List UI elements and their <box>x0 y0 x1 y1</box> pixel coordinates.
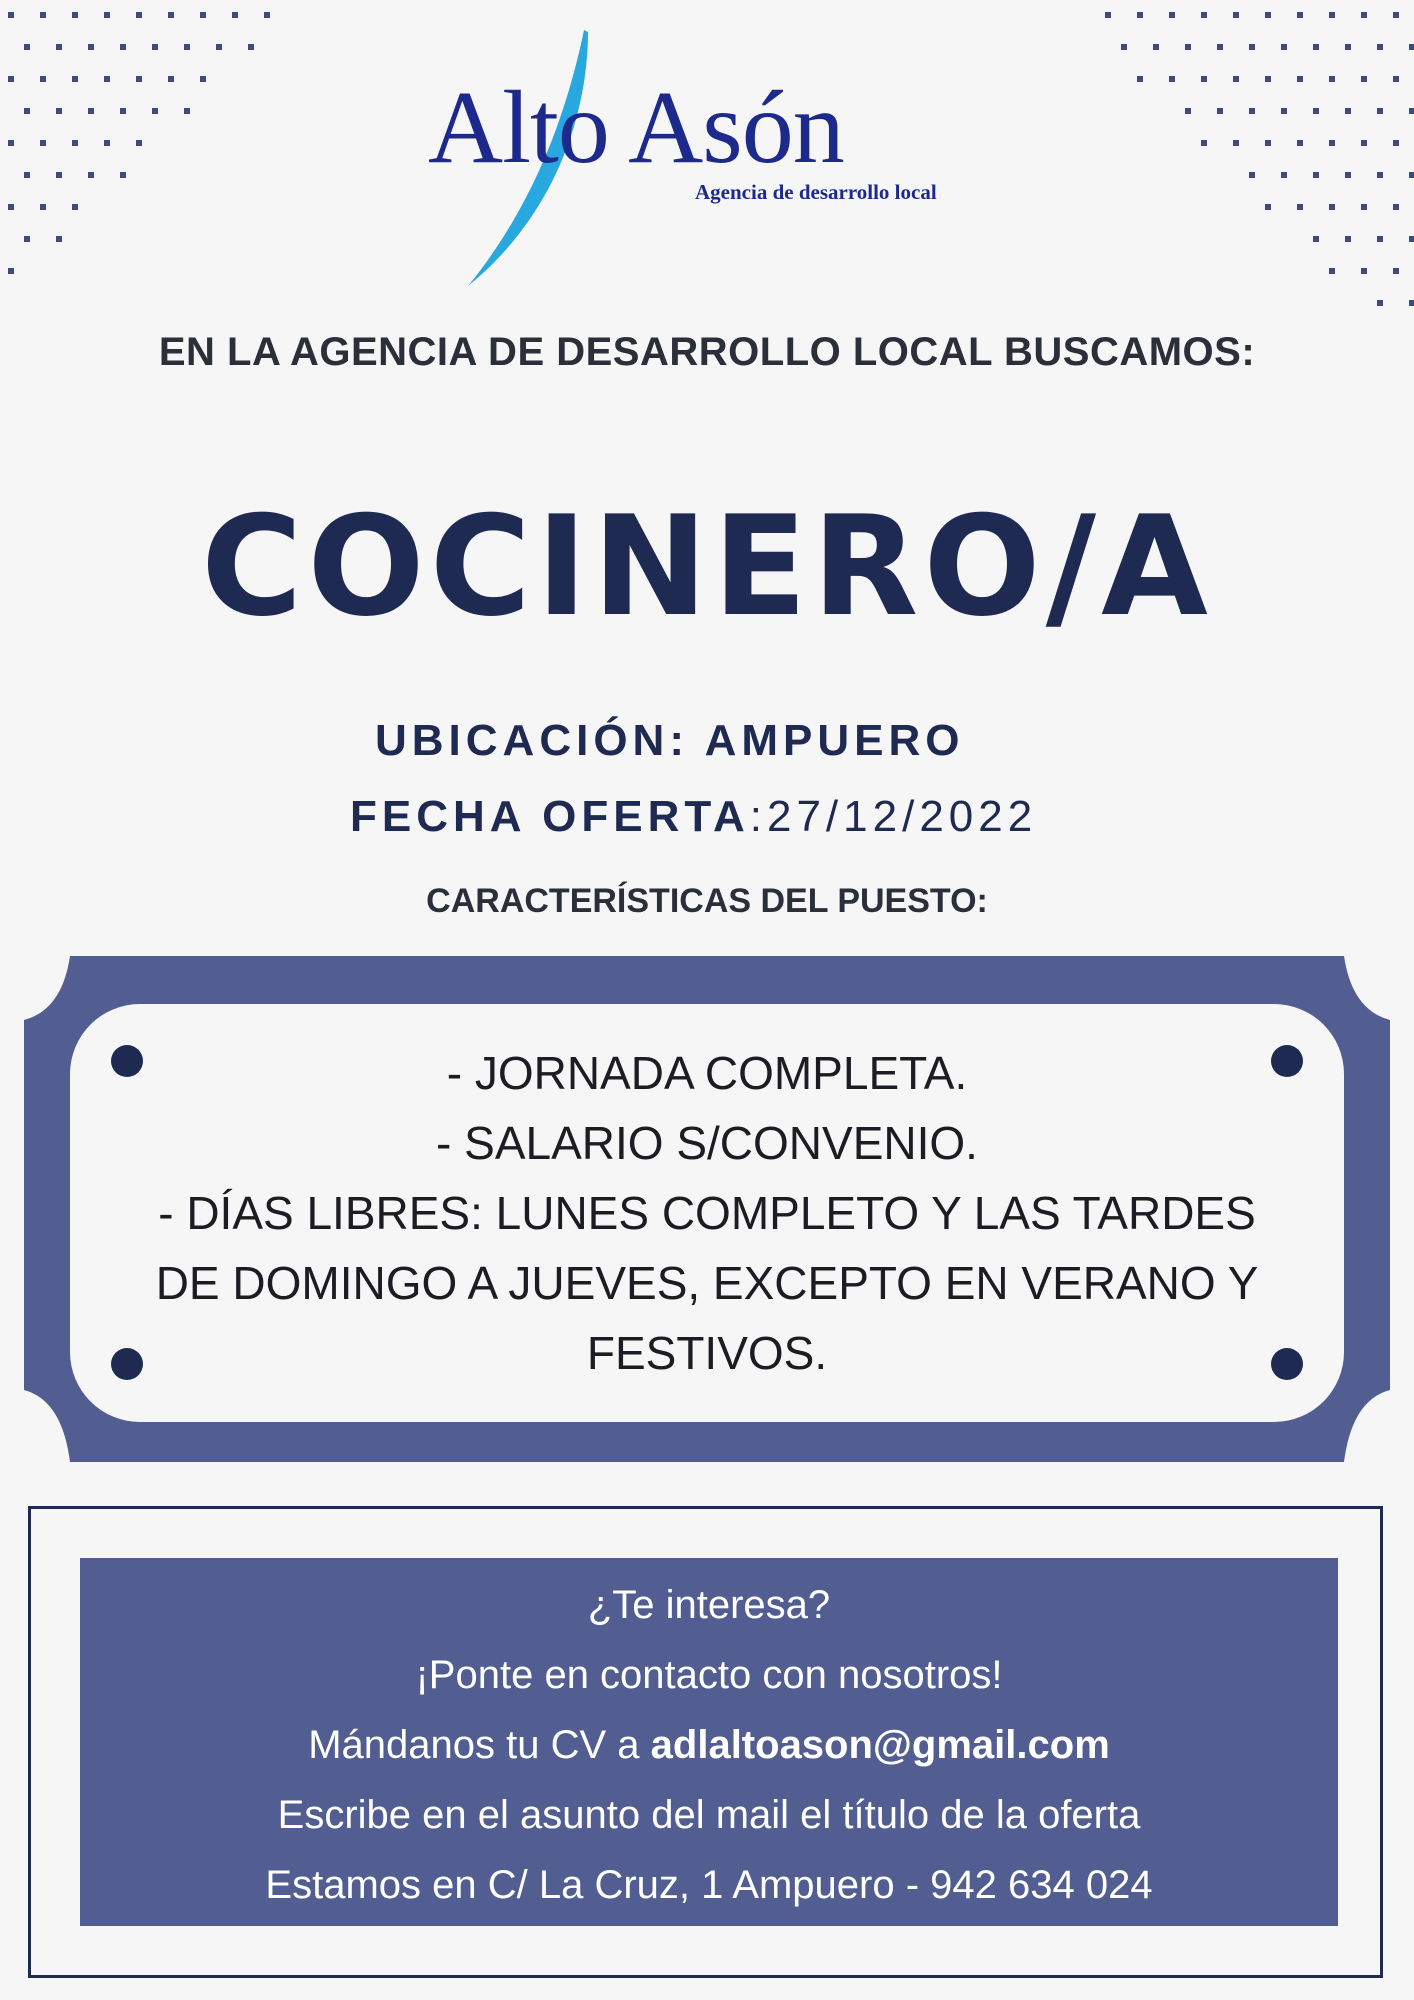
decorative-dot <box>72 140 78 146</box>
decorative-dot <box>1281 44 1287 50</box>
decorative-dot <box>40 76 46 82</box>
decorative-dot <box>168 76 174 82</box>
decorative-dot <box>56 108 62 114</box>
decorative-dot <box>1377 44 1383 50</box>
decorative-dot <box>1313 108 1319 114</box>
decorative-dot <box>8 204 14 210</box>
characteristic-item: - JORNADA COMPLETA. <box>446 1047 968 1099</box>
decorative-dot <box>1345 108 1351 114</box>
decorative-dot <box>216 44 222 50</box>
decorative-dot <box>136 12 142 18</box>
decorative-dot <box>1409 108 1414 114</box>
decorative-dot <box>1377 108 1383 114</box>
decorative-dot <box>40 12 46 18</box>
decorative-dot <box>104 140 110 146</box>
decorative-dot <box>1217 44 1223 50</box>
decorative-dot <box>1345 172 1351 178</box>
decorative-dot <box>1185 108 1191 114</box>
decorative-dot <box>1201 140 1207 146</box>
decorative-dot <box>88 44 94 50</box>
decorative-dot <box>24 172 30 178</box>
characteristics-list <box>120 1038 1294 1388</box>
decorative-dot <box>1409 44 1414 50</box>
decorative-dot <box>1313 172 1319 178</box>
decorative-dot <box>1265 140 1271 146</box>
decorative-dot <box>1377 236 1383 242</box>
alto-ason-logo <box>420 28 1000 298</box>
contact-address: Estamos en C/ La Cruz, 1 Ampuero - 942 634 024 <box>265 1863 1153 1907</box>
decorative-dot <box>1393 268 1399 274</box>
contact-call-to-action: ¡Ponte en contacto con nosotros! <box>415 1653 1003 1697</box>
decorative-dot <box>120 108 126 114</box>
job-title: COCINERO/A <box>201 486 1213 647</box>
decorative-dot <box>8 76 14 82</box>
decorative-dot <box>1345 236 1351 242</box>
contact-cv-line <box>80 1710 1338 1780</box>
decorative-dot <box>200 12 206 18</box>
decorative-dot <box>120 172 126 178</box>
decorative-dot <box>1201 12 1207 18</box>
decorative-dot <box>248 44 254 50</box>
characteristics-heading: CARACTERÍSTICAS DEL PUESTO: <box>426 882 988 920</box>
cv-prefix: Mándanos tu CV a <box>308 1723 651 1767</box>
decorative-dot <box>1393 12 1399 18</box>
decorative-dot <box>1329 268 1335 274</box>
decorative-dot <box>24 44 30 50</box>
logo-subtitle: Agencia de desarrollo local <box>695 180 937 204</box>
decorative-dot <box>1297 76 1303 82</box>
decorative-dot <box>1249 172 1255 178</box>
decorative-dot <box>1249 44 1255 50</box>
decorative-dot <box>1137 76 1143 82</box>
logo-wordmark: Alto Asón <box>428 70 844 185</box>
decorative-dot <box>1265 204 1271 210</box>
decorative-dot <box>1265 12 1271 18</box>
decorative-dot <box>1169 76 1175 82</box>
decorative-dot <box>1281 172 1287 178</box>
decorative-dot <box>56 236 62 242</box>
decorative-dot <box>120 44 126 50</box>
decorative-dot <box>1377 300 1383 306</box>
characteristic-item: - SALARIO S/CONVENIO. <box>436 1117 978 1169</box>
decorative-dot <box>184 108 190 114</box>
decorative-dot <box>1393 204 1399 210</box>
decorative-dot <box>1361 268 1367 274</box>
decorative-dot <box>168 12 174 18</box>
decorative-dot <box>152 108 158 114</box>
decorative-dot <box>1105 12 1111 18</box>
decorative-dot <box>184 44 190 50</box>
decorative-dot <box>88 172 94 178</box>
decorative-dot <box>1313 44 1319 50</box>
decorative-dot <box>1297 140 1303 146</box>
decorative-dot <box>1393 76 1399 82</box>
contact-question: ¿Te interesa? <box>587 1583 831 1627</box>
decorative-dot <box>1233 76 1239 82</box>
decorative-dot <box>1233 140 1239 146</box>
decorative-dot <box>1153 44 1159 50</box>
headline: EN LA AGENCIA DE DESARROLLO LOCAL BUSCAMOS: <box>158 330 1256 374</box>
decorative-dot <box>1169 12 1175 18</box>
decorative-dot <box>1121 44 1127 50</box>
decorative-dot <box>8 12 14 18</box>
decorative-dot <box>8 268 14 274</box>
decorative-dot <box>72 12 78 18</box>
decorative-dot <box>1409 300 1414 306</box>
decorative-dot <box>1377 172 1383 178</box>
decorative-dot <box>1409 172 1414 178</box>
contact-subject-note: Escribe en el asunto del mail el título de la oferta <box>277 1793 1141 1837</box>
location: UBICACIÓN: AMPUERO <box>375 716 965 765</box>
decorative-dot <box>1361 204 1367 210</box>
characteristic-item: - DÍAS LIBRES: LUNES COMPLETO Y LAS TARDES DE DOMINGO A JUEVES, EXCEPTO EN VERANO Y FESTIVOS. <box>155 1187 1259 1379</box>
decorative-dot <box>40 204 46 210</box>
decorative-dot <box>1393 140 1399 146</box>
decorative-dot <box>40 140 46 146</box>
decorative-dot <box>1201 76 1207 82</box>
decorative-dot <box>1361 12 1367 18</box>
decorative-dot <box>232 12 238 18</box>
decorative-dot <box>104 12 110 18</box>
decorative-dot <box>1313 236 1319 242</box>
offer-date <box>350 792 1037 842</box>
decorative-dot <box>1297 12 1303 18</box>
decorative-dot <box>1281 108 1287 114</box>
decorative-dot <box>1265 76 1271 82</box>
decorative-dot <box>1361 140 1367 146</box>
decorative-dot <box>136 140 142 146</box>
decorative-dot <box>1329 76 1335 82</box>
decorative-dot <box>1409 236 1414 242</box>
decorative-dot <box>24 108 30 114</box>
decorative-dot <box>1297 204 1303 210</box>
decorative-dot <box>104 76 110 82</box>
decorative-dot <box>88 108 94 114</box>
decorative-dot <box>1137 12 1143 18</box>
decorative-dot <box>264 12 270 18</box>
decorative-dot <box>1217 108 1223 114</box>
contact-info <box>80 1570 1338 1920</box>
decorative-dot <box>1329 204 1335 210</box>
offer-date-label: FECHA OFERTA <box>350 792 750 841</box>
decorative-dot <box>1233 12 1239 18</box>
decorative-dot <box>152 44 158 50</box>
decorative-dot <box>1329 140 1335 146</box>
decorative-dot <box>200 76 206 82</box>
decorative-dot <box>72 76 78 82</box>
decorative-dot <box>1329 12 1335 18</box>
decorative-dot <box>1361 76 1367 82</box>
decorative-dot <box>8 140 14 146</box>
decorative-dot <box>1345 44 1351 50</box>
decorative-dot <box>56 172 62 178</box>
decorative-dot <box>1249 108 1255 114</box>
decorative-dot <box>56 44 62 50</box>
decorative-dot <box>24 236 30 242</box>
decorative-dot <box>136 76 142 82</box>
contact-email-link[interactable]: adlaltoason@gmail.com <box>650 1723 1110 1767</box>
decorative-dot <box>1185 44 1191 50</box>
offer-date-value: :27/12/2022 <box>749 792 1038 841</box>
decorative-dot <box>72 204 78 210</box>
